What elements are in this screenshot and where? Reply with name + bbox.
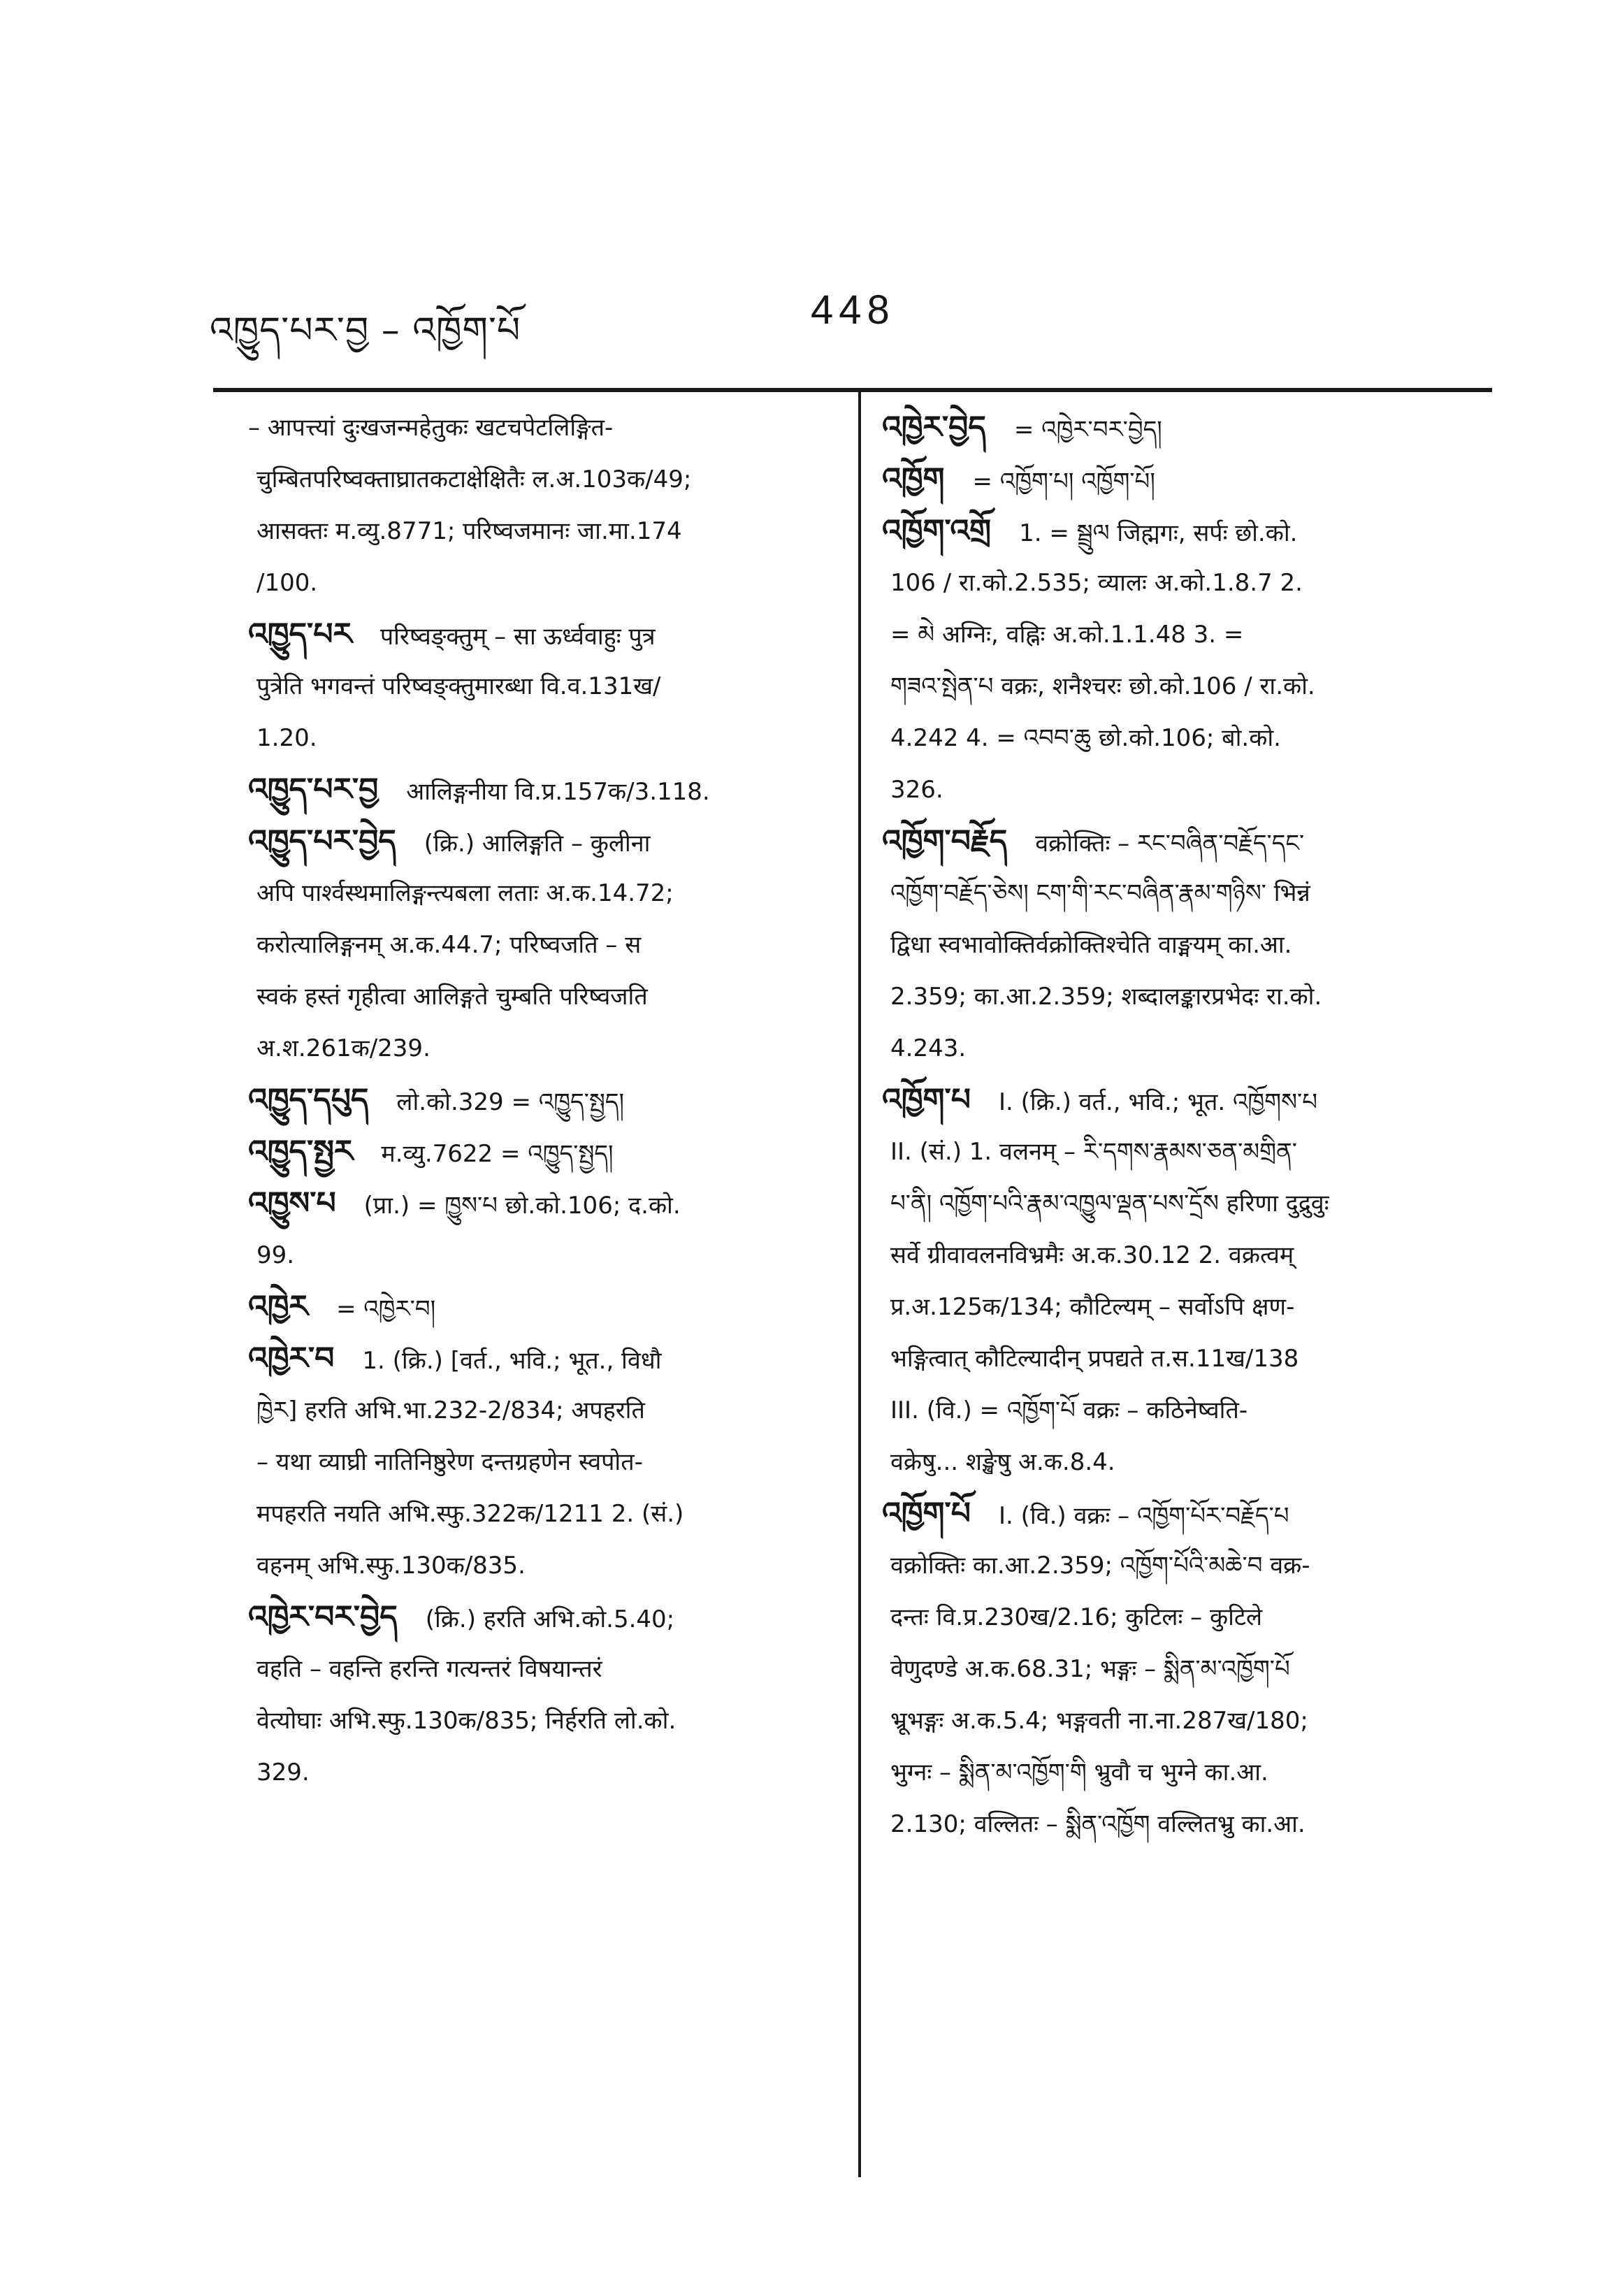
entry-text: འཁྱོག་བརྗོད་ཅེས། ངག་གི་རང་བཞིན་རྣམ་གཉིས་ भिन्नं	[890, 879, 1310, 907]
dictionary-entry	[882, 816, 1489, 1074]
dictionary-entry	[248, 816, 834, 1074]
dictionary-entry	[248, 1591, 834, 1798]
entry-line	[248, 402, 834, 454]
entry-text: वक्रोक्तिः का.आ.2.359; འཁྱོག་པོའི་མཆེ་བ वक्र-	[890, 1552, 1310, 1580]
entry-headword: འཁྱེར་བྱེད	[882, 410, 986, 445]
dictionary-entry	[248, 1074, 834, 1126]
entry-text: करोत्यालिङ्गनम् अ.क.44.7; परिष्वजति – स	[256, 931, 642, 959]
dictionary-entry	[248, 1126, 834, 1178]
entry-line	[248, 1385, 834, 1436]
entry-text: (क्रि.) हरति अभि.को.5.40;	[425, 1605, 675, 1633]
entry-line	[882, 1488, 1489, 1540]
entry-line	[248, 1747, 834, 1798]
entry-text: = འཁྱེར་བར་བྱེད།	[1013, 416, 1162, 444]
entry-text: = འཁྱེར་བ།	[335, 1295, 436, 1323]
dictionary-entry	[882, 402, 1489, 454]
entry-line	[882, 1074, 1489, 1126]
entry-text: आलिङ्गनीया वि.प्र.157क/3.118.	[406, 778, 710, 806]
entry-headword: འཁྱུས་པ	[248, 1185, 336, 1221]
left-column	[248, 402, 834, 1798]
entry-line	[882, 1695, 1489, 1747]
entry-text: वेत्योघाः अभि.स्फु.130क/835; निर्हरति लो.को.	[256, 1707, 677, 1735]
entry-text: པ་ནི། འཁྱོག་པའི་རྣམ་འཁྱུལ་ལྡན་པས་དྲོས हरिणा दुद्रुवुः	[890, 1190, 1329, 1218]
entry-line	[248, 1074, 834, 1126]
entry-text: 1. (क्रि.) [वर्त., भवि.; भूत., विधौ	[362, 1347, 662, 1375]
entry-text: 99.	[256, 1241, 295, 1269]
entry-line	[882, 609, 1489, 660]
entry-text: सर्वे ग्रीवावलनविभ्रमैः अ.क.30.12 2. वक्रत्वम्	[890, 1241, 1294, 1269]
entry-line	[248, 1333, 834, 1385]
entry-headword: འཁྱུད་སྤྱར	[248, 1134, 354, 1169]
entry-text: I. (क्रि.) वर्त., भवि.; भूत. འཁྱོགས་པ	[998, 1088, 1317, 1116]
entry-headword: འཁྱོག	[882, 461, 945, 497]
dictionary-entry	[248, 609, 834, 764]
entry-headword: འཁྱོག་བརྗོད	[882, 823, 1008, 859]
entry-line	[882, 1436, 1489, 1488]
entry-text: द्विधा स्वभावोक्तिर्वक्रोक्तिश्चेति वाङ्मयम् का.आ.	[890, 931, 1292, 959]
entry-line	[882, 1747, 1489, 1798]
entry-text: – आपत्त्यां दुःखजन्महेतुकः खटचपेटलिङ्गित-	[248, 414, 614, 442]
entry-line	[248, 1023, 834, 1074]
entry-line	[882, 1333, 1489, 1385]
entry-line	[248, 660, 834, 712]
entry-line	[248, 1126, 834, 1178]
entry-headword: འཁྱོག་འགྲོ	[882, 513, 992, 549]
entry-line	[882, 505, 1489, 557]
entry-text: वहनम् अभि.स्फु.130क/835.	[256, 1552, 526, 1580]
entry-text: भुग्नः – སྨིན་མ་འཁྱོག་གི भ्रुवौ च भुग्ने का.आ.	[890, 1759, 1268, 1786]
entry-text: III. (वि.) = འཁྱོག་པོ वक्रः – कठिनेष्वति-	[890, 1396, 1248, 1424]
entry-line	[248, 712, 834, 764]
entry-line	[882, 1178, 1489, 1229]
entry-line	[882, 454, 1489, 505]
right-column	[882, 402, 1489, 1850]
entry-text: म.व्यु.7622 = འཁྱུད་སྤྱད།	[381, 1140, 614, 1168]
entry-text: लो.को.329 = འཁྱུད་སྤྱད།	[396, 1088, 625, 1116]
entry-line	[248, 867, 834, 919]
entry-line	[882, 1798, 1489, 1850]
entry-line	[882, 816, 1489, 867]
entry-headword: འཁྱེར་བར་བྱེད	[248, 1599, 398, 1635]
entry-text: चुम्बितपरिष्वक्ताघ्रातकटाक्षेक्षितैः ल.अ.103क/49;	[256, 465, 692, 493]
entry-line	[248, 816, 834, 867]
entry-text: स्वकं हस्तं गृहीत्वा आलिङ्गते चुम्बति परिष्वजति	[256, 983, 648, 1011]
dictionary-entry	[882, 1074, 1489, 1488]
dictionary-entry	[882, 454, 1489, 505]
entry-line	[882, 1229, 1489, 1281]
dictionary-entry	[248, 1333, 834, 1591]
entry-text: वक्रोक्तिः – རང་བཞིན་བརྗོད་དང་	[1035, 830, 1305, 858]
entry-text: II. (सं.) 1. वलनम् – རི་དགས་རྣམས་ཅན་མགྲིན་	[890, 1138, 1297, 1166]
entry-text: 106 / रा.को.2.535; व्यालः अ.को.1.8.7 2.	[890, 569, 1303, 597]
entry-line	[882, 1126, 1489, 1178]
entry-text: 4.243.	[890, 1034, 967, 1062]
entry-text: वक्रेषु... शङ्खेषु अ.क.8.4.	[890, 1448, 1115, 1476]
entry-text: पुत्रेति भगवन्तं परिष्वङ्क्तुमारब्धा वि.व.131ख/	[256, 672, 661, 700]
entry-text: 2.359; का.आ.2.359; शब्दालङ्कारप्रभेदः रा.को.	[890, 983, 1322, 1011]
entry-line	[882, 1540, 1489, 1591]
entry-text: वेणुदण्डे अ.क.68.31; भङ्गः – སྨིན་མ་འཁྱོག་པོ	[890, 1655, 1290, 1683]
entry-text: दन्तः वि.प्र.230ख/2.16; कुटिलः – कुटिले	[890, 1603, 1263, 1631]
entry-line	[248, 1281, 834, 1333]
entry-line	[248, 1436, 834, 1488]
dictionary-entry	[248, 764, 834, 816]
entry-text: अ.श.261क/239.	[256, 1034, 431, 1062]
entry-text: 326.	[890, 776, 943, 804]
entry-headword: འཁྱེར་བ	[248, 1341, 335, 1376]
entry-headword: འཁྱེར	[248, 1289, 308, 1324]
dictionary-entry	[248, 1178, 834, 1281]
entry-line	[248, 1695, 834, 1747]
entry-line	[248, 557, 834, 609]
entry-line	[248, 1540, 834, 1591]
entry-text: (क्रि.) आलिङ्गति – कुलीना	[424, 830, 651, 858]
entry-text: /100.	[256, 569, 318, 597]
entry-line	[882, 712, 1489, 764]
entry-line	[248, 454, 834, 505]
entry-headword: འཁྱུད་པར་བྱ	[248, 772, 379, 807]
entry-text: अपि पार्श्वस्थमालिङ्गन्त्यबला लताः अ.क.14.72;	[256, 879, 674, 907]
entry-line	[882, 1281, 1489, 1333]
entry-line	[882, 402, 1489, 454]
entry-text: གཟའ་སྤེན་པ वक्रः, शनैश्चरः छो.को.106 / रा.को.	[890, 672, 1315, 700]
entry-headword: འཁྱོག་པ	[882, 1082, 971, 1118]
entry-text: प्र.अ.125क/134; कौटिल्यम् – सर्वोऽपि क्षण-	[890, 1293, 1295, 1321]
entry-text: (प्रा.) = ཁྱུས་པ छो.को.106; द.को.	[363, 1192, 681, 1220]
entry-line	[248, 1488, 834, 1540]
entry-line	[882, 971, 1489, 1023]
entry-text: 2.130; वल्लितः – སྨིན་འཁྱོག वल्लितभ्रु का.आ.	[890, 1810, 1306, 1838]
entry-line	[248, 505, 834, 557]
entry-line	[248, 919, 834, 971]
entry-text: परिष्वङ्क्तुम् – सा ऊर्ध्ववाहुः पुत्र	[379, 623, 656, 651]
entry-text: आसक्तः म.व्यु.8771; परिष्वजमानः जा.मा.174	[256, 517, 682, 545]
entry-headword: འཁྱོག་པོ	[882, 1496, 971, 1531]
entry-text: ཁྱེར] हरति अभि.भा.232-2/834; अपहरति	[256, 1396, 645, 1424]
dictionary-entry	[882, 505, 1489, 816]
entry-text: भ्रूभङ्गः अ.क.5.4; भङ्गवती ना.ना.287ख/180;	[890, 1707, 1308, 1735]
entry-line	[248, 1591, 834, 1643]
entry-text: 329.	[256, 1759, 310, 1786]
entry-line	[882, 919, 1489, 971]
entry-line	[248, 1229, 834, 1281]
entry-text: I. (वि.) वक्रः – འཁྱོག་པོར་བརྗོད་པ	[998, 1502, 1289, 1530]
entry-line	[882, 867, 1489, 919]
entry-text: = འཁྱོག་པ། འཁྱོག་པོ།	[972, 468, 1155, 496]
entry-headword: འཁྱུད་པར་བྱེད	[248, 823, 396, 859]
entry-text: 4.242 4. = འབབ་ཆུ छो.को.106; बो.को.	[890, 724, 1281, 752]
entry-headword: འཁྱུད་པར	[248, 616, 352, 652]
entry-line	[882, 1591, 1489, 1643]
entry-line	[248, 1178, 834, 1229]
entry-text: भङ्गित्वात् कौटिल्यादीन् प्रपद्यते त.स.11ख/138	[890, 1345, 1299, 1373]
entry-line	[882, 1385, 1489, 1436]
entry-text: – यथा व्याघ्री नातिनिष्ठुरेण दन्तग्रहणेन स्वपोत-	[256, 1448, 643, 1476]
entry-line	[882, 764, 1489, 816]
entry-line	[882, 660, 1489, 712]
dictionary-entry	[882, 1488, 1489, 1850]
entry-text: = མེ अग्निः, वह्निः अ.को.1.1.48 3. =	[890, 621, 1244, 649]
entry-line	[882, 557, 1489, 609]
entry-text: 1. = སྦྲུལ जिह्मगः, सर्पः छो.को.	[1019, 519, 1298, 547]
entry-text: वहति – वहन्ति हरन्ति गत्यन्तरं विषयान्तरं	[256, 1655, 602, 1683]
column-divider	[858, 388, 861, 2177]
entry-line	[882, 1643, 1489, 1695]
entry-text: मपहरति नयति अभि.स्फु.322क/1211 2. (सं.)	[256, 1500, 684, 1528]
entry-text: 1.20.	[256, 724, 317, 752]
running-header: འཁྱུད་པར་བྱ – འཁྱོག་པོ	[210, 310, 521, 352]
entry-line	[248, 971, 834, 1023]
header-rule	[213, 388, 1492, 392]
entry-line	[248, 764, 834, 816]
entry-line	[248, 609, 834, 660]
dictionary-entry	[248, 1281, 834, 1333]
entry-line	[882, 1023, 1489, 1074]
page-number: 448	[811, 287, 895, 333]
dictionary-entry	[248, 402, 834, 609]
entry-headword: འཁྱུད་དཔུད	[248, 1082, 369, 1118]
entry-line	[248, 1643, 834, 1695]
